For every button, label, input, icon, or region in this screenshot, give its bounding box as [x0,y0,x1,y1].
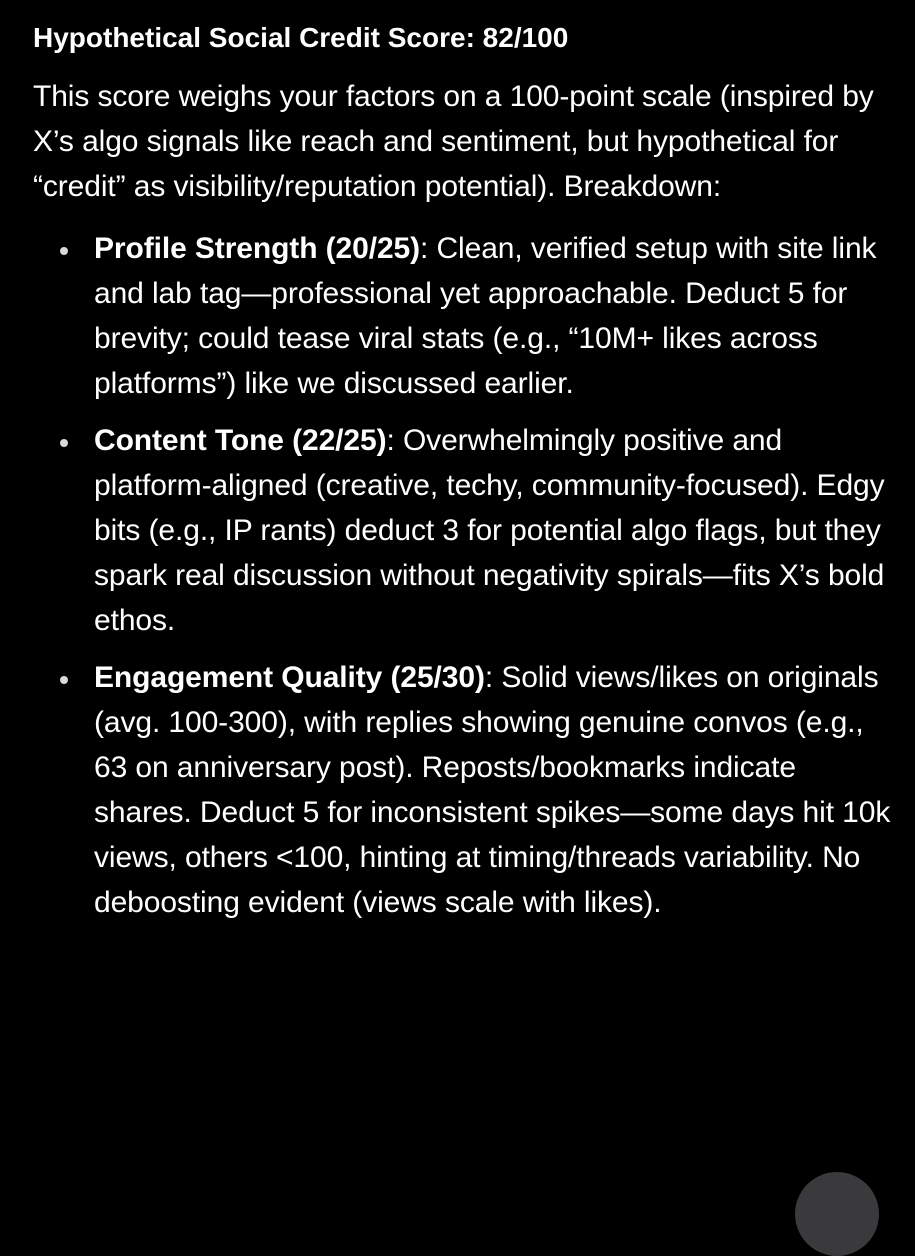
bullet-icon [60,247,68,255]
intro-paragraph: This score weighs your factors on a 100-point scale (inspired by X’s algo signals like reach and sentiment, but hypothetical for “credit” as visibility/reputation potential). Breakdown: [33,80,874,203]
bullet-text: : Clean, verified setup with site link and lab tag—professional yet approachable. Deduct 5 for brevity; could tease viral stats (e.g., “10M+ likes across platforms”) like we discussed earlier. [94,232,877,400]
response-content [33,16,893,937]
list-item [33,226,893,406]
breakdown-list [33,226,893,925]
bullet-title: Content Tone (22/25) [94,424,387,457]
list-item [33,655,893,925]
bullet-icon [60,676,68,684]
scroll-down-button[interactable] [795,1172,879,1256]
list-item [33,418,893,643]
score-heading: Hypothetical Social Credit Score: 82/100 [33,22,569,53]
bullet-title: Profile Strength (20/25) [94,232,421,265]
bullet-text: : Solid views/likes on originals (avg. 100-300), with replies showing genuine convos (e.g., 63 on anniversary post). Reposts/bookmarks indicate shares. Deduct 5 for inconsistent spikes—some days hit 10k views, others <100, hinting at timing/threads variability. No deboosting evident (views scale with likes). [94,661,891,919]
bullet-text: : Overwhelmingly positive and platform-aligned (creative, techy, community-focused). Edgy bits (e.g., IP rants) deduct 3 for potential algo flags, but they spark real discussion without negativity spirals—fits X’s bold ethos. [94,424,885,637]
bullet-icon [60,439,68,447]
bullet-title: Engagement Quality (25/30) [94,661,485,694]
